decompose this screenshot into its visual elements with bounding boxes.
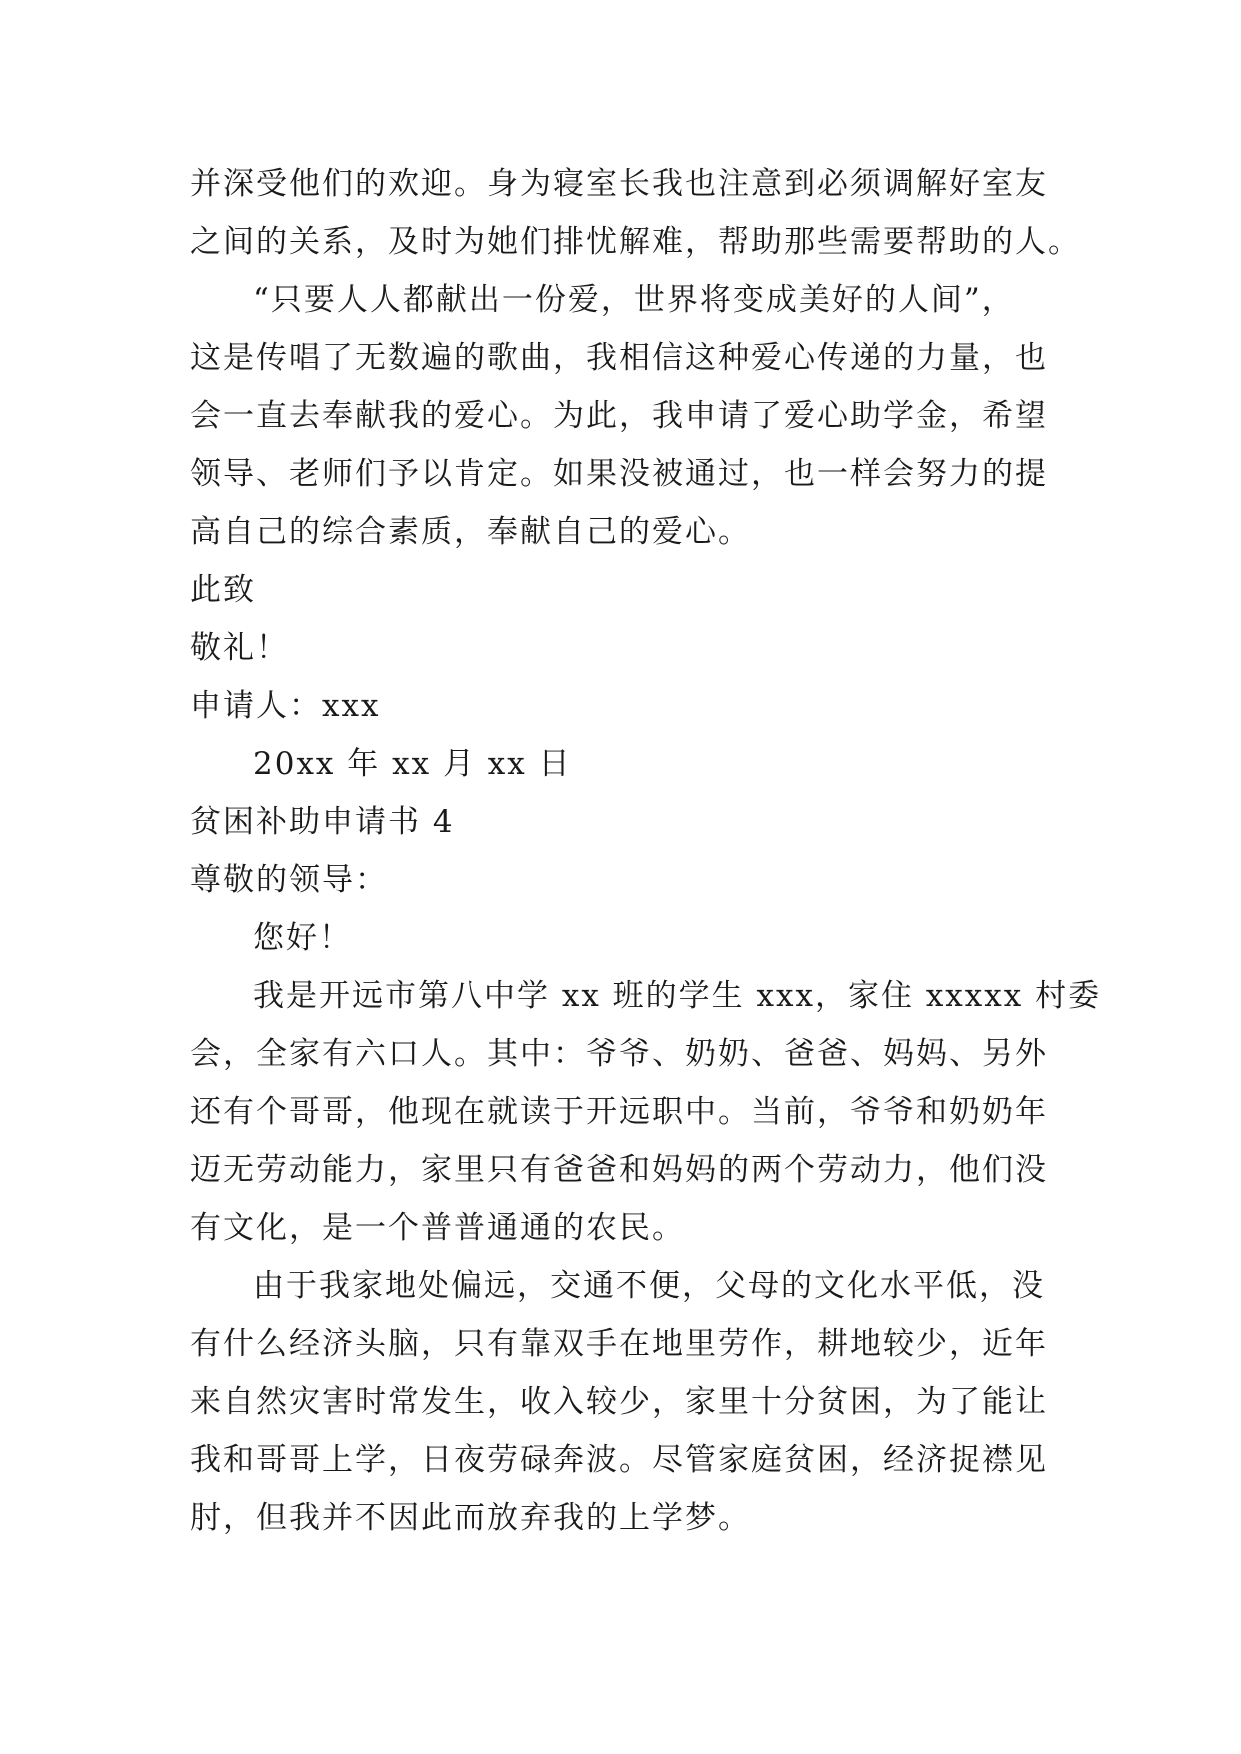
paragraph-line: 高自己的综合素质，奉献自己的爱心。 [190,514,751,550]
paragraph-line: 领导、老师们予以肯定。如果没被通过，也一样会努力的提 [190,456,1048,492]
paragraph-line: 肘，但我并不因此而放弃我的上学梦。 [190,1500,751,1536]
paragraph-line: 由于我家地处偏远，交通不便，父母的文化水平低，没 [253,1268,1045,1304]
paragraph-line: 有文化，是一个普普通通的农民。 [190,1210,685,1246]
paragraph-line: 之间的关系，及时为她们排忧解难，帮助那些需要帮助的人。 [190,224,1081,260]
applicant-signature: 申请人：xxx [190,688,381,724]
paragraph-line: 会一直去奉献我的爱心。为此，我申请了爱心助学金，希望 [190,398,1048,434]
paragraph-line: 有什么经济头脑，只有靠双手在地里劳作，耕地较少，近年 [190,1326,1048,1362]
paragraph-line: 我和哥哥上学，日夜劳碌奔波。尽管家庭贫困，经济捉襟见 [190,1442,1048,1478]
paragraph-line: 这是传唱了无数遍的歌曲，我相信这种爱心传递的力量，也 [190,340,1048,376]
paragraph-line: 我是开远市第八中学 xx 班的学生 xxx，家住 xxxxx 村委 [253,978,1102,1014]
letter-greeting: 尊敬的领导： [190,862,388,898]
paragraph-line: 会，全家有六口人。其中：爷爷、奶奶、爸爸、妈妈、另外 [190,1036,1048,1072]
paragraph-line: 还有个哥哥，他现在就读于开远职中。当前，爷爷和奶奶年 [190,1094,1048,1130]
document-body [190,155,1102,1547]
section-title: 贫困补助申请书 4 [190,804,455,840]
paragraph-line: 迈无劳动能力，家里只有爸爸和妈妈的两个劳动力，他们没 [190,1152,1048,1188]
paragraph-line: 并深受他们的欢迎。身为寝室长我也注意到必须调解好室友 [190,166,1048,202]
greeting-hello: 您好！ [253,920,352,956]
paragraph-line: 来自然灾害时常发生，收入较少，家里十分贫困，为了能让 [190,1384,1048,1420]
date-line: 20xx 年 xx 月 xx 日 [253,746,572,782]
closing-salutation: 此致 [190,572,256,608]
closing-regards: 敬礼！ [190,630,289,666]
paragraph-line: “只要人人都献出一份爱，世界将变成美好的人间”， [253,282,1015,318]
